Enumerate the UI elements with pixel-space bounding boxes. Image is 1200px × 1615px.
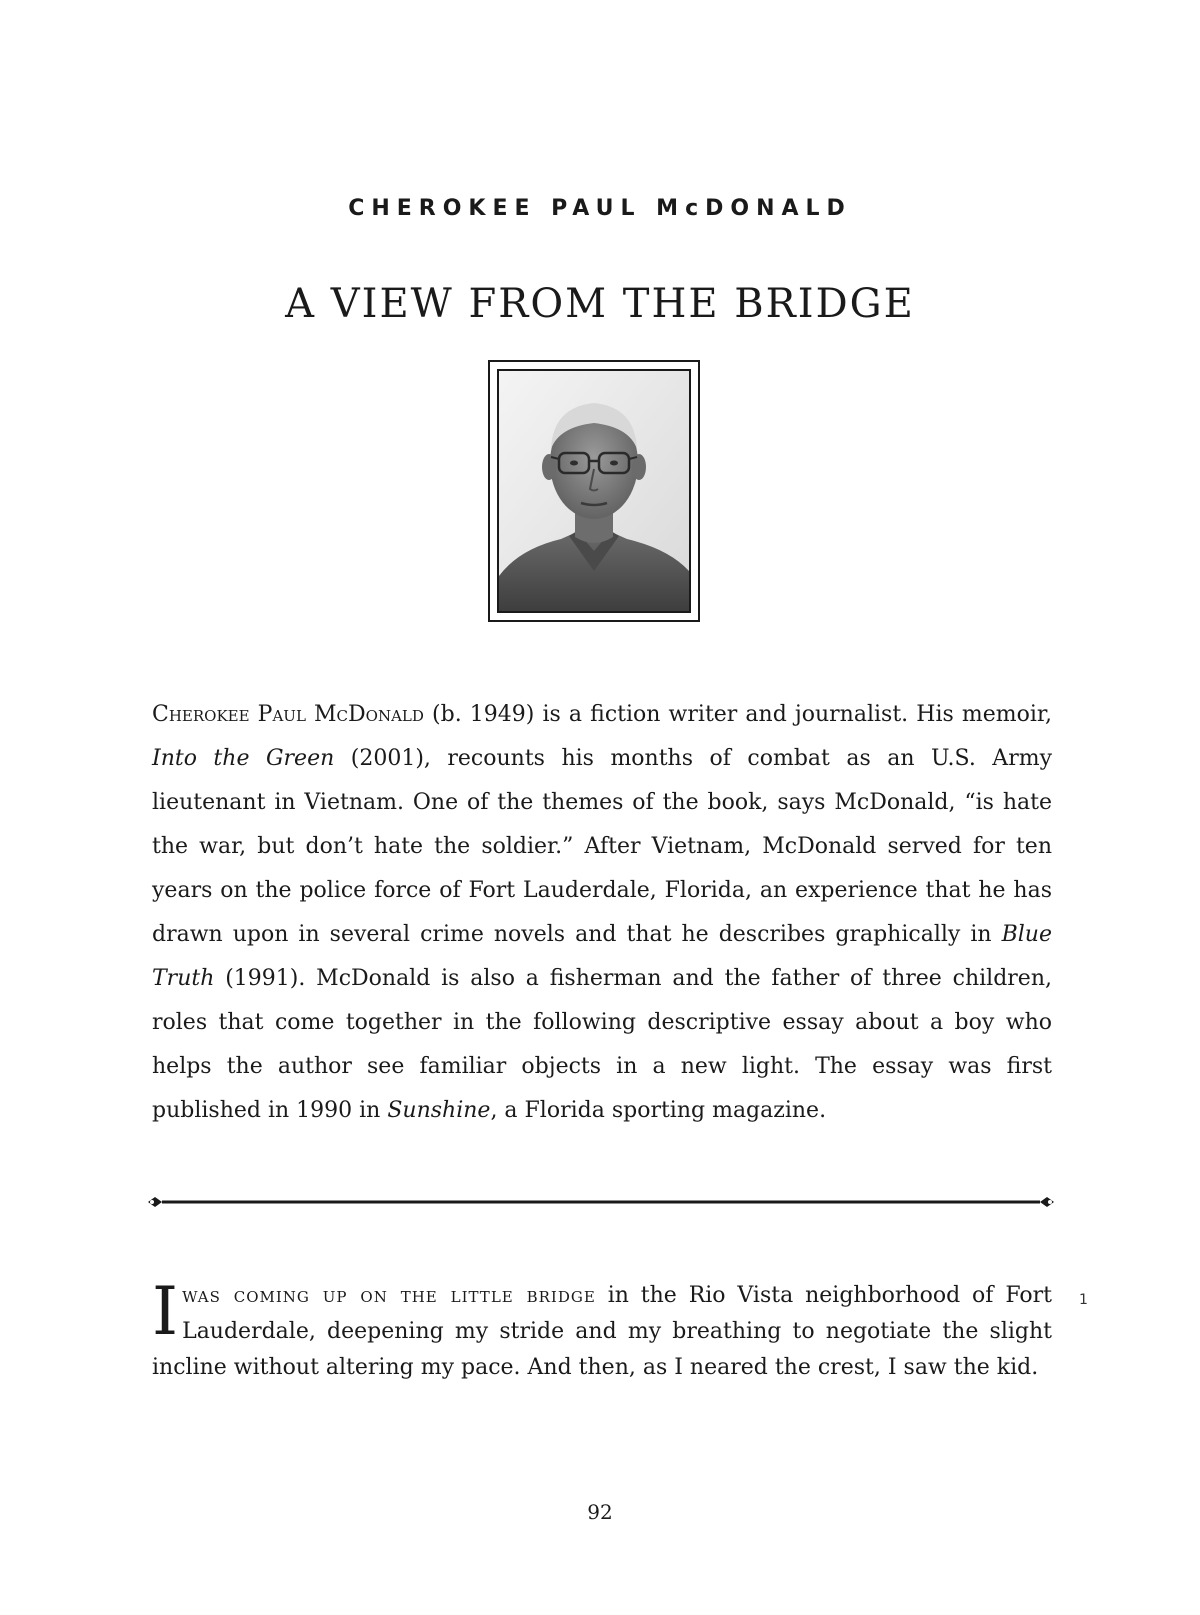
ornamental-divider — [148, 1194, 1054, 1210]
bio-book-title-2: Blue Truth — [152, 922, 1052, 991]
essay-lead-in: was coming up on the little bridge — [182, 1283, 596, 1308]
paragraph-number: 1 — [1079, 1292, 1088, 1308]
author-bio — [152, 693, 1052, 1133]
bio-text-3: (1991). McDonald is also a fisherman and the father of three children, roles that come together in the following descriptive essay about a boy who helps the author see familiar objects in a new light. The essay was first published in 1990 in — [152, 966, 1052, 1123]
bio-book-title-1: Into the Green — [152, 746, 335, 771]
bio-text-2: (2001), recounts his months of combat as an U.S. Army lieutenant in Vietnam. One of the themes of the book, says McDonald, “is hate the war, but don’t hate the soldier.” After Vietnam, McDonald served for ten years on the police force of Fort Lauderdale, Florida, an experience that he has drawn upon in several crime novels and that he describes graphically in — [152, 746, 1052, 947]
drop-cap: I — [152, 1273, 179, 1350]
author-photo-frame — [488, 360, 700, 622]
author-photo — [497, 369, 691, 613]
essay-text: in the Rio Vista neighborhood of Fort Lauderdale, deepening my stride and my breathing to negotiate the slight incline without altering my pace. And then, as I neared the crest, I saw the kid. — [152, 1283, 1052, 1380]
author-name: CHEROKEE PAUL McDONALD — [348, 196, 852, 221]
bio-author-name: Cherokee Paul McDonald — [152, 702, 424, 727]
bio-magazine-title: Sunshine — [387, 1098, 491, 1123]
essay-title: A VIEW FROM THE BRIDGE — [285, 280, 915, 327]
essay-opening-paragraph — [152, 1273, 1052, 1386]
page-number: 92 — [587, 1500, 613, 1524]
bio-text-4: , a Florida sporting magazine. — [490, 1098, 827, 1123]
bio-text-1: (b. 1949) is a fiction writer and journalist. His memoir, — [423, 702, 1053, 727]
